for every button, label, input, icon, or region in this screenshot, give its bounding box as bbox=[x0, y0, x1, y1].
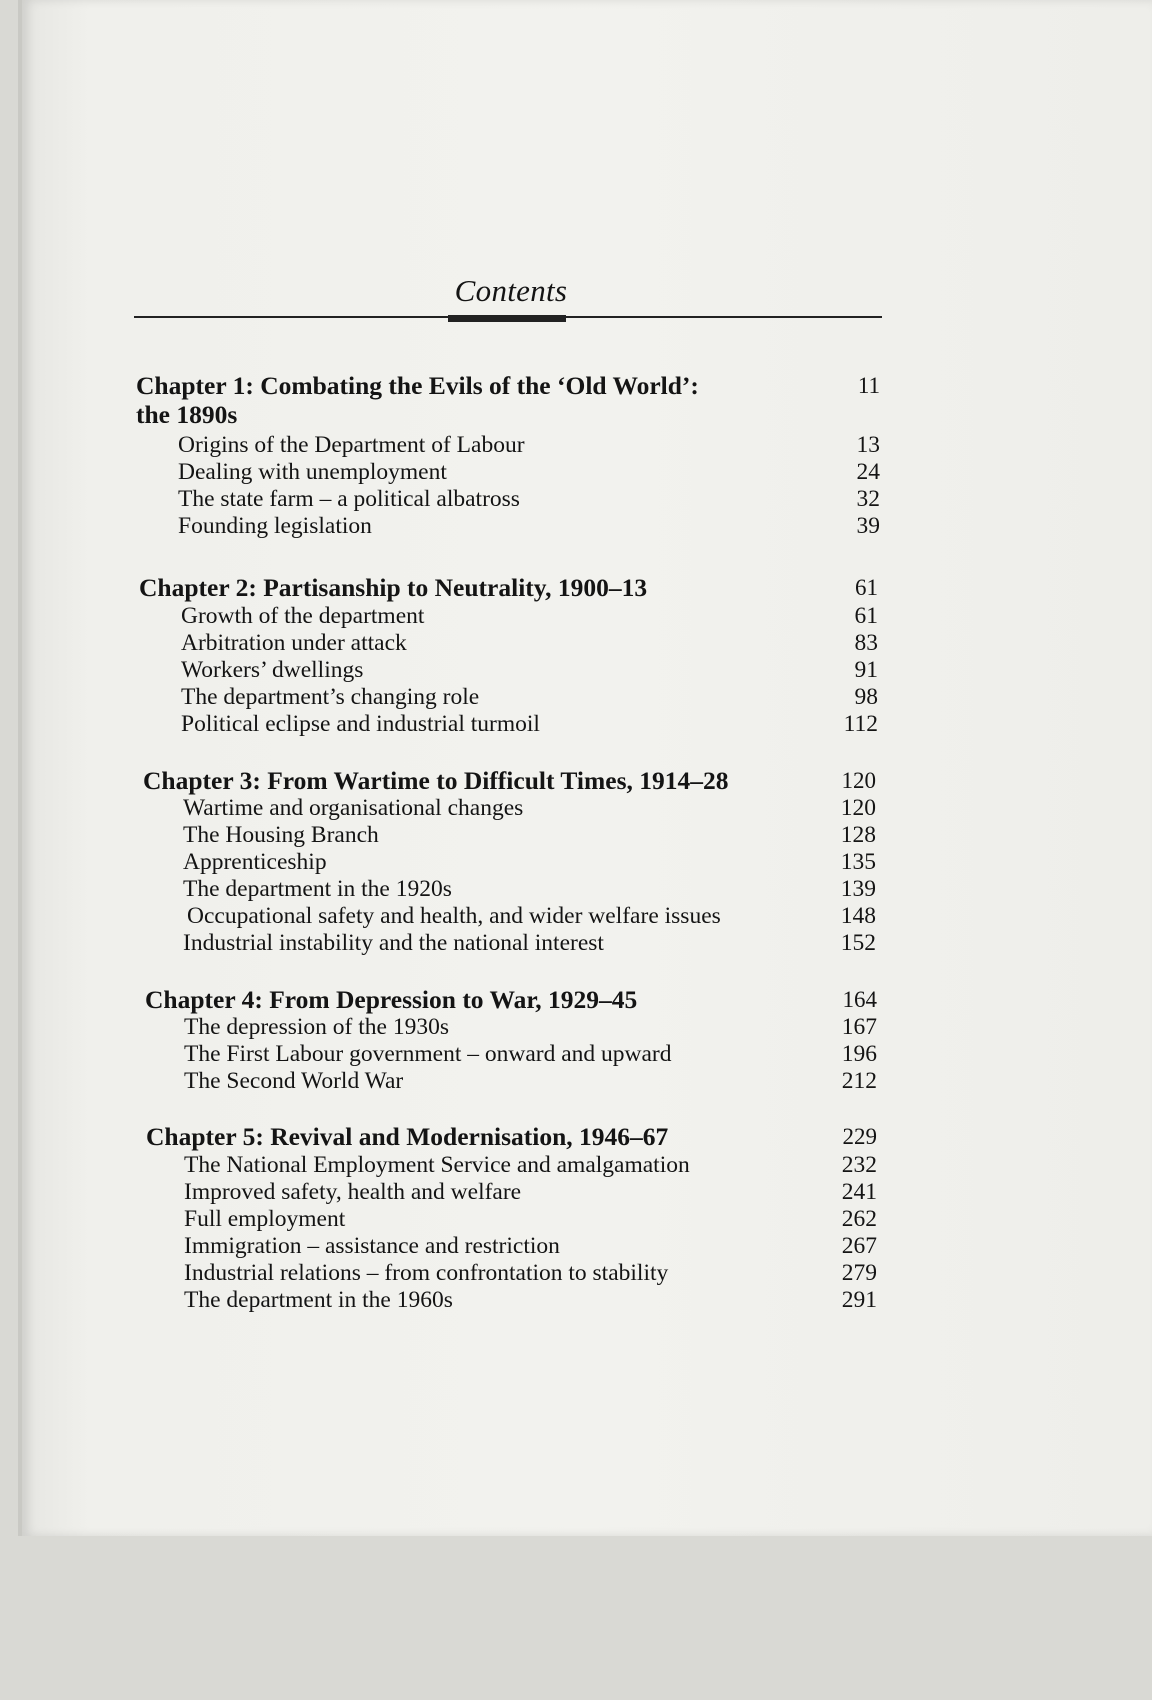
section-title: Industrial relations – from confrontation to stability bbox=[184, 1260, 669, 1286]
chapter-heading bbox=[145, 985, 877, 1014]
section-title: The Second World War bbox=[184, 1068, 404, 1094]
section-title: Apprenticeship bbox=[183, 849, 327, 875]
section-page-number: 98 bbox=[854, 684, 878, 710]
section-entry bbox=[178, 486, 880, 513]
section-entry bbox=[184, 1041, 877, 1068]
section-list bbox=[143, 795, 876, 957]
section-entry bbox=[184, 1287, 877, 1314]
section-page-number: 279 bbox=[841, 1260, 877, 1286]
section-entry bbox=[183, 930, 876, 957]
section-entry bbox=[184, 1152, 877, 1179]
section-page-number: 83 bbox=[854, 630, 878, 656]
section-entry bbox=[183, 849, 876, 876]
section-title: The National Employment Service and amalgamation bbox=[184, 1152, 690, 1178]
section-list bbox=[136, 432, 880, 540]
chapter-heading bbox=[146, 1122, 877, 1151]
chapter-5 bbox=[146, 1122, 877, 1314]
section-page-number: 152 bbox=[840, 930, 876, 956]
section-page-number: 262 bbox=[841, 1206, 877, 1232]
chapter-4 bbox=[145, 985, 877, 1095]
section-entry bbox=[178, 459, 880, 486]
chapter-title-line: Chapter 4: From Depression to War, 1929–45 bbox=[145, 985, 638, 1014]
section-title: Industrial instability and the national interest bbox=[183, 930, 604, 956]
section-page-number: 128 bbox=[840, 822, 876, 848]
contents-title-text: Contents bbox=[454, 273, 568, 308]
section-entry bbox=[181, 630, 878, 657]
chapter-title-line: Chapter 2: Partisanship to Neutrality, 1900–13 bbox=[139, 573, 648, 602]
section-list bbox=[146, 1152, 877, 1314]
section-entry bbox=[183, 822, 876, 849]
section-entry bbox=[181, 603, 878, 630]
section-page-number: 135 bbox=[840, 849, 876, 875]
chapter-page-number: 11 bbox=[857, 373, 880, 398]
section-entry bbox=[181, 657, 878, 684]
section-title: Founding legislation bbox=[178, 513, 372, 539]
section-entry bbox=[178, 513, 880, 540]
section-page-number: 212 bbox=[841, 1068, 877, 1094]
section-page-number: 241 bbox=[841, 1179, 877, 1205]
section-entry bbox=[181, 711, 878, 738]
section-entry bbox=[184, 1179, 877, 1206]
section-entry bbox=[183, 903, 876, 930]
section-list bbox=[139, 603, 878, 738]
section-page-number: 13 bbox=[856, 432, 880, 458]
title-rule-accent bbox=[448, 315, 566, 322]
section-title: Occupational safety and health, and wider welfare issues bbox=[187, 903, 721, 929]
section-page-number: 139 bbox=[840, 876, 876, 902]
section-entry bbox=[178, 432, 880, 459]
section-page-number: 91 bbox=[854, 657, 878, 683]
section-page-number: 148 bbox=[840, 903, 876, 929]
chapter-page-number: 61 bbox=[855, 575, 878, 600]
chapter-title-line: Chapter 3: From Wartime to Difficult Times, 1914–28 bbox=[143, 766, 729, 795]
chapter-1 bbox=[136, 371, 880, 540]
chapter-title-line: the 1890s bbox=[136, 400, 238, 429]
section-title: Dealing with unemployment bbox=[178, 459, 447, 485]
chapter-title-line: Chapter 5: Revival and Modernisation, 1946–67 bbox=[146, 1122, 669, 1151]
chapter-3 bbox=[143, 766, 876, 957]
section-title: The department in the 1960s bbox=[184, 1287, 453, 1313]
section-entry bbox=[184, 1068, 877, 1095]
section-page-number: 61 bbox=[854, 603, 878, 629]
section-entry bbox=[184, 1260, 877, 1287]
chapter-heading bbox=[139, 573, 878, 602]
section-title: Wartime and organisational changes bbox=[183, 795, 524, 821]
section-entry bbox=[183, 876, 876, 903]
section-title: The First Labour government – onward and upward bbox=[184, 1041, 672, 1067]
chapter-heading bbox=[136, 371, 880, 429]
chapter-page-number: 229 bbox=[842, 1124, 877, 1149]
section-title: The Housing Branch bbox=[183, 822, 379, 848]
section-page-number: 120 bbox=[840, 795, 876, 821]
section-title: Growth of the department bbox=[181, 603, 425, 629]
section-page-number: 291 bbox=[841, 1287, 877, 1313]
section-title: The department’s changing role bbox=[181, 684, 480, 710]
chapter-page-number: 164 bbox=[842, 987, 877, 1012]
section-page-number: 196 bbox=[841, 1041, 877, 1067]
section-page-number: 267 bbox=[841, 1233, 877, 1259]
contents-title bbox=[0, 273, 1152, 309]
section-page-number: 39 bbox=[856, 513, 880, 539]
section-title: Political eclipse and industrial turmoil bbox=[181, 711, 540, 737]
section-title: Origins of the Department of Labour bbox=[178, 432, 525, 458]
section-page-number: 32 bbox=[856, 486, 880, 512]
chapter-title-line: Chapter 1: Combating the Evils of the ‘Old World’: bbox=[136, 371, 699, 400]
section-title: The department in the 1920s bbox=[183, 876, 452, 902]
chapter-2 bbox=[139, 573, 878, 738]
section-title: The state farm – a political albatross bbox=[178, 486, 520, 512]
section-title: The depression of the 1930s bbox=[184, 1014, 449, 1040]
chapter-page-number: 120 bbox=[841, 768, 876, 793]
section-page-number: 112 bbox=[843, 711, 878, 737]
section-title: Improved safety, health and welfare bbox=[184, 1179, 522, 1205]
section-entry bbox=[181, 684, 878, 711]
section-entry bbox=[184, 1014, 877, 1041]
section-title: Arbitration under attack bbox=[181, 630, 407, 656]
section-entry bbox=[184, 1206, 877, 1233]
section-entry bbox=[183, 795, 876, 822]
section-page-number: 24 bbox=[856, 459, 880, 485]
section-title: Workers’ dwellings bbox=[181, 657, 364, 683]
section-title: Full employment bbox=[184, 1206, 346, 1232]
section-page-number: 232 bbox=[841, 1152, 877, 1178]
section-list bbox=[145, 1014, 877, 1095]
section-title: Immigration – assistance and restriction bbox=[184, 1233, 560, 1259]
section-page-number: 167 bbox=[841, 1014, 877, 1040]
chapter-heading bbox=[143, 766, 876, 795]
section-entry bbox=[184, 1233, 877, 1260]
